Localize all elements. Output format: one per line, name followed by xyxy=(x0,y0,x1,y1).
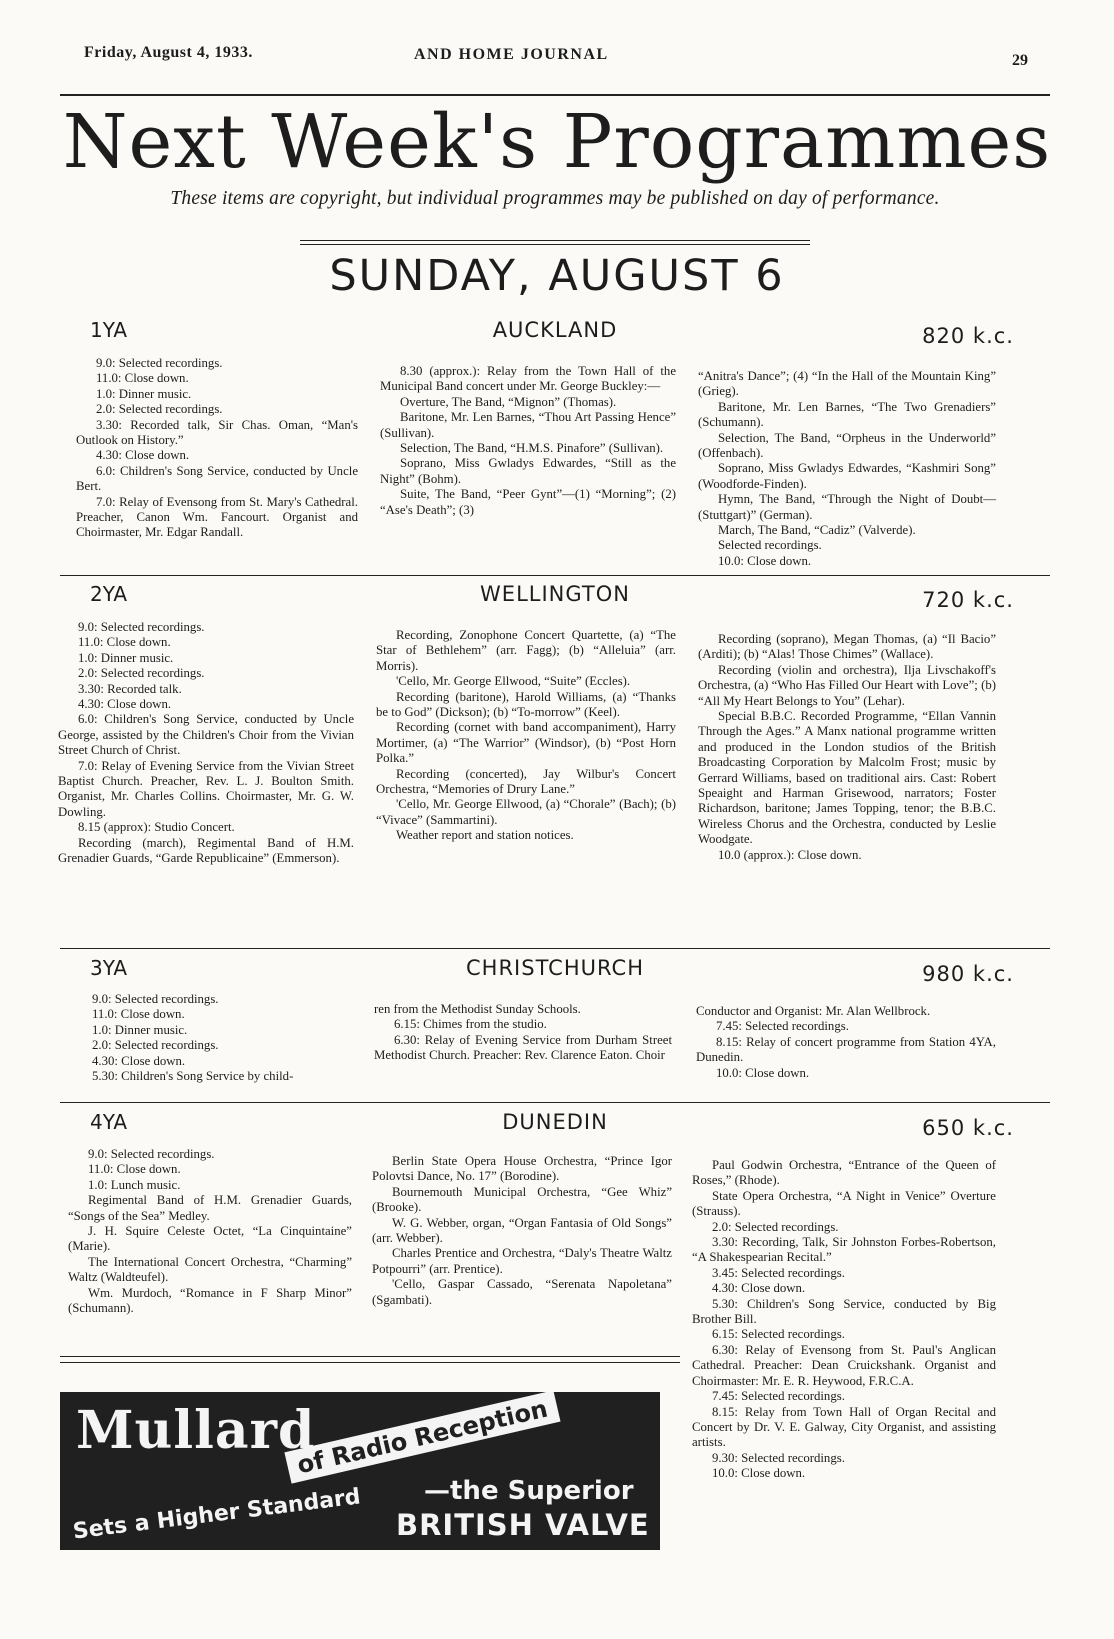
programme-entry: Charles Prentice and Orchestra, “Daly's Theatre Waltz Potpourri” (arr. Prentice). xyxy=(372,1246,672,1276)
programme-entry: 1.0: Dinner music. xyxy=(92,1022,188,1037)
programme-column-1ya-middle xyxy=(380,364,676,518)
station-city: AUCKLAND xyxy=(492,318,618,342)
programme-entry: 8.15: Relay from Town Hall of Organ Recital and Concert by Dr. V. E. Galway, City Organist, and assisting artists. xyxy=(692,1404,996,1450)
station-code: 3YA xyxy=(90,956,128,980)
programme-entry: Paul Godwin Orchestra, “Entrance of the Queen of Roses,” (Rhode). xyxy=(692,1158,996,1188)
programme-entry: 4.30: Close down. xyxy=(96,448,190,463)
programme-entry: ren from the Methodist Sunday Schools. xyxy=(374,1002,581,1016)
programme-column-1ya-left xyxy=(76,356,358,541)
programme-column-4ya-right xyxy=(692,1158,996,1482)
programme-entry: “Anitra's Dance”; (4) “In the Hall of the Mountain King” (Grieg). xyxy=(698,369,996,399)
section-divider xyxy=(60,948,1050,949)
programme-entry: 3.30: Recorded talk. xyxy=(78,681,182,696)
programme-entry: The International Concert Orchestra, “Charming” Waltz (Waldteufel). xyxy=(68,1254,352,1285)
programme-entry: 8.15 (approx): Studio Concert. xyxy=(78,820,235,835)
programme-entry: Weather report and station notices. xyxy=(396,828,574,843)
programme-entry: Wm. Murdoch, “Romance in F Sharp Minor” (Schumann). xyxy=(68,1285,352,1316)
day-heading: SUNDAY, AUGUST 6 xyxy=(329,251,785,301)
programme-entry: 9.0: Selected recordings. xyxy=(88,1147,215,1161)
programme-entry: 10.0: Close down. xyxy=(718,553,812,568)
programme-column-2ya-middle xyxy=(376,628,676,844)
programme-entry: 9.0: Selected recordings. xyxy=(92,992,219,1006)
advert-rule-upper xyxy=(60,1356,680,1357)
programme-entry: Recording (concerted), Jay Wilbur's Concert Orchestra, “Memories of Drury Lane.” xyxy=(376,766,676,797)
advert-slogan-superior: —the Superior xyxy=(424,1476,634,1506)
programme-entry: Suite, The Band, “Peer Gynt”—(1) “Morning”; (2) “Ase's Death”; (3) xyxy=(380,487,676,517)
programme-entry: Berlin State Opera House Orchestra, “Prince Igor Polovtsi Dance, No. 17” (Borodine). xyxy=(372,1154,672,1184)
programme-entry: Overture, The Band, “Mignon” (Thomas). xyxy=(400,394,617,409)
programme-entry: Regimental Band of H.M. Grenadier Guards, “Songs of the Sea” Medley. xyxy=(68,1193,352,1223)
advert-slogan-banner: of Radio Reception xyxy=(284,1392,560,1484)
station-city: WELLINGTON xyxy=(480,582,630,606)
station-code: 1YA xyxy=(90,318,128,342)
programme-column-3ya-right xyxy=(696,1004,996,1081)
programme-entry: Baritone, Mr. Len Barnes, “The Two Grenadiers” (Schumann). xyxy=(698,399,996,430)
programme-entry: Bournemouth Municipal Orchestra, “Gee Whiz” (Brooke). xyxy=(372,1184,672,1215)
programme-entry: Recording, Zonophone Concert Quartette, (a) “The Star of Bethlehem” (arr. Fagg); (b) “Alleluia” (arr. Morris). xyxy=(376,628,676,673)
programme-entry: 4.30: Close down. xyxy=(92,1053,186,1068)
header-rule xyxy=(60,94,1050,96)
day-rule-upper xyxy=(300,240,810,241)
advert-rule-lower xyxy=(60,1362,680,1363)
programme-entry: 11.0: Close down. xyxy=(88,1162,181,1177)
programme-entry: 4.30: Close down. xyxy=(78,697,172,712)
programme-entry: 6.0: Children's Song Service, conducted by Uncle Bert. xyxy=(76,463,358,494)
programme-entry: 6.15: Selected recordings. xyxy=(712,1327,845,1342)
running-header xyxy=(84,44,1054,69)
station-header-4ya xyxy=(60,1110,1050,1140)
programme-column-2ya-right xyxy=(698,632,996,863)
programme-entry: 9.30: Selected recordings. xyxy=(712,1450,845,1465)
copyright-notice: These items are copyright, but individual programmes may be published on day of performance. xyxy=(170,188,940,209)
programme-entry: Selection, The Band, “Orpheus in the Underworld” (Offenbach). xyxy=(698,430,996,461)
station-header-3ya xyxy=(60,956,1050,986)
programme-entry: Soprano, Miss Gwladys Edwardes, “Kashmiri Song” (Woodforde-Finden). xyxy=(698,461,996,491)
programme-entry: 8.15: Relay of concert programme from Station 4YA, Dunedin. xyxy=(696,1034,996,1065)
page-title: Next Week's Programmes xyxy=(62,99,1052,185)
programme-entry: 1.0: Lunch music. xyxy=(88,1177,181,1192)
programme-entry: Conductor and Organist: Mr. Alan Wellbrock. xyxy=(696,1004,931,1018)
advert-slogan-higher-standard: Sets a Higher Standard xyxy=(71,1484,362,1545)
programme-entry: Recording (violin and orchestra), Ilja Livschakoff's Orchestra, (a) “Who Has Filled Our Heart with Love”; (b) “All My Heart Belongs to You” (Lehar). xyxy=(698,662,996,708)
programme-entry: Recording (baritone), Harold Williams, (a) “Thanks be to God” (Dickson); (b) “To-morrow” (Keel). xyxy=(376,689,676,720)
programme-entry: Recording (soprano), Megan Thomas, (a) “Il Bacio” (Arditi); (b) “Alas! Those Chimes” (Wallace). xyxy=(698,632,996,662)
programme-entry: Hymn, The Band, “Through the Night of Doubt—(Stuttgart)” (German). xyxy=(698,492,996,522)
programme-column-3ya-middle xyxy=(374,1002,672,1064)
programme-entry: 3.30: Recording, Talk, Sir Johnston Forbes-Robertson, “A Shakespearian Recital.” xyxy=(692,1235,996,1265)
programme-entry: March, The Band, “Cadiz” (Valverde). xyxy=(718,523,916,538)
programme-entry: 9.0: Selected recordings. xyxy=(96,356,223,370)
programme-entry: 7.0: Relay of Evening Service from the Vivian Street Baptist Church. Preacher, Rev. L. J. Boulton Smith. Organist, Mr. Charles Collins. Choirmaster, Mr. G. W. Dowling. xyxy=(58,758,354,819)
station-code: 2YA xyxy=(90,582,128,606)
day-rule-lower xyxy=(300,244,810,245)
programme-entry: Recording (cornet with band accompaniment), Harry Mortimer, (a) “The Warrior” (Windsor), (b) “Post Horn Polka.” xyxy=(376,720,676,766)
programme-column-4ya-middle xyxy=(372,1154,672,1308)
programme-entry: Soprano, Miss Gwladys Edwardes, “Still as the Night” (Bohm). xyxy=(380,456,676,486)
programme-entry: J. H. Squire Celeste Octet, “La Cinquintaine” (Marie). xyxy=(68,1224,352,1254)
programme-entry: 7.0: Relay of Evensong from St. Mary's Cathedral. Preacher, Canon Wm. Fancourt. Organist and Choirmaster, Mr. Edgar Randall. xyxy=(76,494,358,540)
programme-entry: Selection, The Band, “H.M.S. Pinafore” (Sullivan). xyxy=(400,441,664,456)
programme-entry: 2.0: Selected recordings. xyxy=(712,1219,839,1234)
programme-entry: 2.0: Selected recordings. xyxy=(96,402,223,417)
advert-slogan-british-valve: BRITISH VALVE xyxy=(396,1508,650,1542)
programme-column-4ya-left xyxy=(68,1147,352,1316)
programme-entry: State Opera Orchestra, “A Night in Venice” Overture (Strauss). xyxy=(692,1188,996,1219)
programme-entry: W. G. Webber, organ, “Organ Fantasia of Old Songs” (arr. Webber). xyxy=(372,1215,672,1246)
issue-date: Friday, August 4, 1933. xyxy=(84,44,253,61)
section-divider xyxy=(60,1102,1050,1103)
programme-entry: 5.30: Children's Song Service, conducted by Big Brother Bill. xyxy=(692,1296,996,1327)
station-frequency: 820 k.c. xyxy=(922,324,1014,348)
programme-entry: 1.0: Dinner music. xyxy=(96,386,192,401)
station-frequency: 650 k.c. xyxy=(922,1116,1014,1140)
programme-entry: 9.0: Selected recordings. xyxy=(78,620,205,634)
advert-brand: Mullard xyxy=(76,1400,316,1461)
programme-entry: 10.0 (approx.): Close down. xyxy=(718,847,862,862)
programme-entry: 5.30: Children's Song Service by child- xyxy=(92,1069,294,1084)
programme-column-2ya-left xyxy=(58,620,354,867)
programme-entry: 'Cello, Mr. George Ellwood, (a) “Chorale” (Bach); (b) “Vivace” (Sammartini). xyxy=(376,797,676,827)
programme-entry: 3.45: Selected recordings. xyxy=(712,1265,845,1280)
station-code: 4YA xyxy=(90,1110,128,1134)
station-frequency: 720 k.c. xyxy=(922,588,1014,612)
programme-entry: 4.30: Close down. xyxy=(712,1281,806,1296)
programme-entry: Special B.B.C. Recorded Programme, “Ellan Vannin Through the Ages.” A Manx national programme written and produced in the London studios of the British Broadcasting Corporation by Malcolm Frost; music by Gerrard Williams, based on traditional airs. Cast: Robert Speaight and Harman Grisewood, narrators; Foster Richardson, baritone; James Topping, tenor; the B.B.C. Wireless Chorus and the Orchestra, conducted by Leslie Woodgate. xyxy=(698,709,996,847)
programme-entry: 3.30: Recorded talk, Sir Chas. Oman, “Man's Outlook on History.” xyxy=(76,417,358,448)
station-city: DUNEDIN xyxy=(502,1110,608,1134)
programme-entry: 10.0: Close down. xyxy=(716,1065,810,1080)
station-header-2ya xyxy=(60,582,1050,612)
journal-name: AND HOME JOURNAL xyxy=(414,46,609,63)
programme-entry: Selected recordings. xyxy=(718,538,822,553)
programme-entry: 6.30: Relay of Evening Service from Durham Street Methodist Church. Preacher: Rev. Clarence Eaton. Choir xyxy=(374,1032,672,1063)
programme-entry: 'Cello, Gaspar Cassado, “Serenata Napoletana” (Sgambati). xyxy=(372,1277,672,1307)
programme-column-1ya-right xyxy=(698,369,996,569)
programme-entry: 2.0: Selected recordings. xyxy=(78,666,205,681)
programme-entry: Baritone, Mr. Len Barnes, “Thou Art Passing Hence” (Sullivan). xyxy=(380,410,676,440)
station-frequency: 980 k.c. xyxy=(922,962,1014,986)
programme-entry: 11.0: Close down. xyxy=(96,371,189,386)
programme-entry: 7.45: Selected recordings. xyxy=(716,1019,849,1034)
programme-entry: 6.0: Children's Song Service, conducted by Uncle George, assisted by the Children's Choir from the Vivian Street Church of Christ. xyxy=(58,712,354,758)
programme-entry: 11.0: Close down. xyxy=(92,1007,185,1022)
programme-entry: 8.30 (approx.): Relay from the Town Hall of the Municipal Band concert under Mr. George Buckley:— xyxy=(380,364,676,394)
station-city: CHRISTCHURCH xyxy=(466,956,644,980)
programme-entry: Recording (march), Regimental Band of H.M. Grenadier Guards, “Garde Republicaine” (Emmerson). xyxy=(58,835,354,866)
programme-entry: 6.15: Chimes from the studio. xyxy=(394,1017,547,1032)
section-divider xyxy=(60,575,1050,576)
programme-entry: 6.30: Relay of Evensong from St. Paul's Anglican Cathedral. Preacher: Dean Cruickshank. Organist and Choirmaster: Mr. E. R. Heywood, F.R.C.A. xyxy=(692,1342,996,1388)
programme-column-3ya-left xyxy=(72,992,354,1084)
programme-entry: 10.0: Close down. xyxy=(712,1466,806,1481)
programme-entry: 7.45: Selected recordings. xyxy=(712,1389,845,1404)
station-header-1ya xyxy=(60,318,1050,348)
page-number: 29 xyxy=(1012,52,1028,69)
mullard-advertisement xyxy=(60,1392,660,1550)
programme-entry: 1.0: Dinner music. xyxy=(78,650,174,665)
programme-entry: 'Cello, Mr. George Ellwood, “Suite” (Eccles). xyxy=(396,674,631,689)
programme-entry: 2.0: Selected recordings. xyxy=(92,1038,219,1053)
programme-entry: 11.0: Close down. xyxy=(78,635,171,650)
